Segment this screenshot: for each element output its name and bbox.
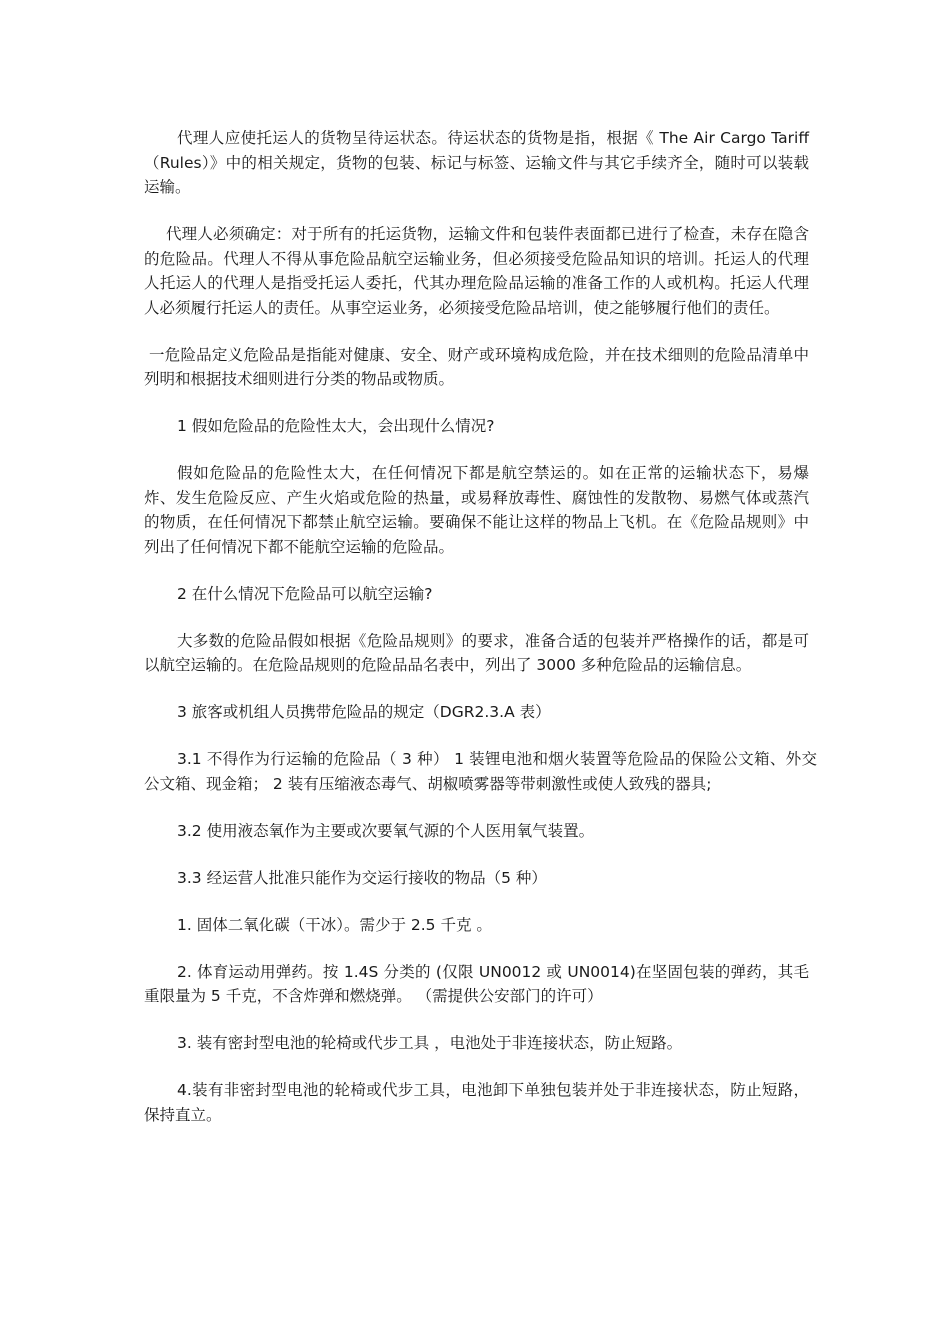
paragraph-agent-ready-state: 代理人应使托运人的货物呈待运状态。待运状态的货物是指，根据《 The Air Cargo Tariff（Rules）》中的相关规定，货物的包装、标记与标签、运输文件与其它手续齐全，随时可以装载运输。 [144,129,809,196]
list-item-3-sealed-battery-wheelchair: 3. 装有密封型电池的轮椅或代步工具 ，电池处于非连接状态，防止短路。 [177,1034,683,1052]
section-3-3: 3.3 经运营人批准只能作为交运行接收的物品（5 种） [177,868,547,887]
paragraph-agent-must-confirm: 代理人必须确定：对于所有的托运货物，运输文件和包装件表面都已进行了检查，未存在隐含的危险品。代理人不得从事危险品航空运输业务，但必须接受危险品知识的培训。托运人的代理人托运人的代理人是指受托运人委托，代其办理危险品运输的准备工作的人或机构。托运人代理人必须履行托运人的责任。从事空运业务，必须接受危险品培训，使之能够履行他们的责任。 [144,225,809,317]
question-2-heading: 2 在什么情况下危险品可以航空运输? [177,584,433,603]
paragraph-dangerous-goods-definition: 一危险品定义危险品是指能对健康、安全、财产或环境构成危险，并在技术细则的危险品清单中列明和根据技术细则进行分类的物品或物质。 [144,345,809,388]
section-3-heading: 3 旅客或机组人员携带危险品的规定（DGR2.3.A 表） [177,703,551,721]
section-3-2: 3.2 使用液态氧作为主要或次要氧气源的个人医用氧气装置。 [177,821,595,840]
list-item-2-ammunition: 2. 体育运动用弹药。按 1.4S 分类的 (仅限 UN0012 或 UN0014)在坚固包装的弹药，其毛重限量为 5 千克，不含炸弹和燃烧弹。 （需提供公安部门的许可） [144,962,809,1005]
list-item-1-dry-ice: 1. 固体二氧化碳（干冰）。需少于 2.5 千克 。 [177,915,492,934]
paragraph-forbidden-goods: 假如危险品的危险性太大，在任何情况下都是航空禁运的。如在正常的运输状态下，易爆炸、发生危险反应、产生火焰或危险的热量，或易释放毒性、腐蚀性的发散物、易燃气体或蒸汽的物质，在任何情况下都禁止航空运输。要确保不能让这样的物品上飞机。在《危险品规则》中列出了任何情况下都不能航空运输的危险品。 [144,464,809,556]
list-item-4-nonsealed-battery-wheelchair: 4.装有非密封型电池的轮椅或代步工具，电池卸下单独包装并处于非连接状态，防止短路，保持直立。 [144,1081,809,1124]
paragraph-permitted-goods: 大多数的危险品假如根据《危险品规则》的要求，准备合适的包装并严格操作的话，都是可以航空运输的。在危险品规则的危险品品名表中，列出了 3000 多种危险品的运输信息。 [144,631,809,674]
document-body [144,126,817,1150]
question-1-heading: 1 假如危险品的危险性太大，会出现什么情况? [177,417,495,435]
section-3-1: 3.1 不得作为行运输的危险品（ 3 种） 1 装锂电池和烟火装置等危险品的保险公文箱、外交公文箱、现金箱； 2 装有压缩液态毒气、胡椒喷雾器等带刺激性或使人致残的器具; [144,750,817,793]
